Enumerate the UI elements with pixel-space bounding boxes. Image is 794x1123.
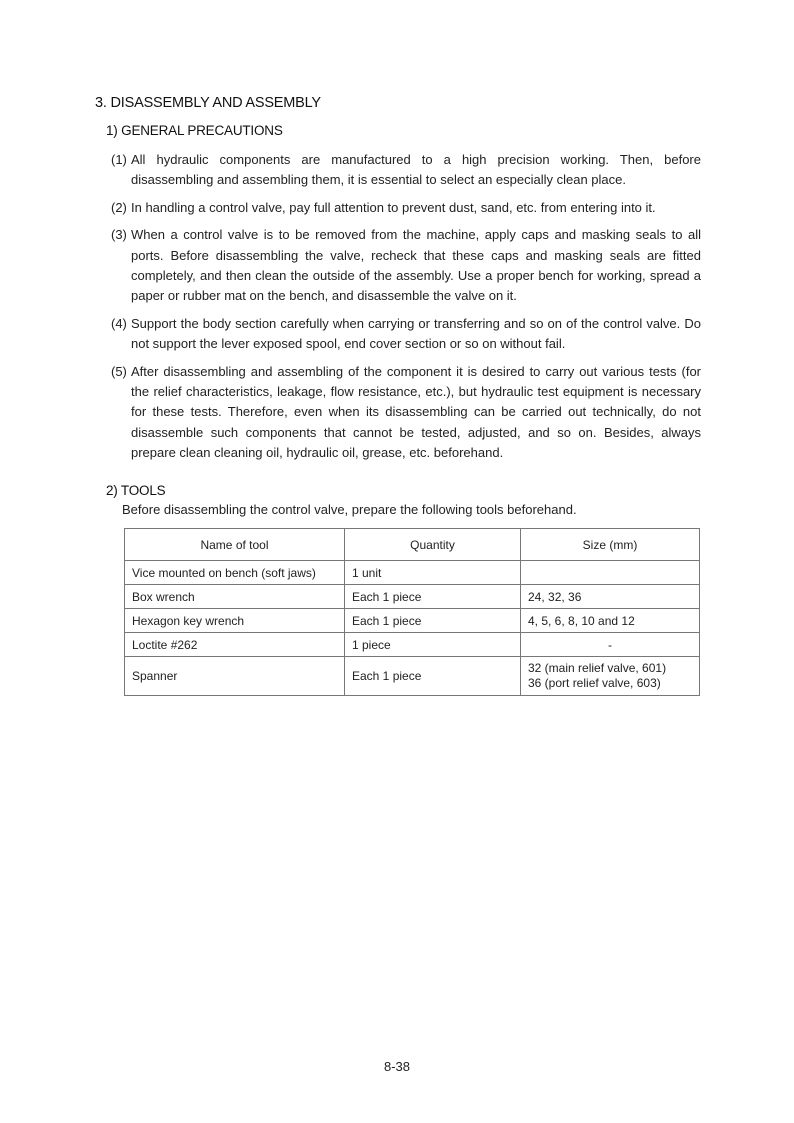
tool-name-cell: Spanner <box>125 657 345 696</box>
precaution-item <box>111 362 701 464</box>
table-row <box>125 633 700 657</box>
column-header-size: Size (mm) <box>521 529 700 561</box>
tool-name-cell: Box wrench <box>125 585 345 609</box>
item-number: (2) <box>111 199 127 215</box>
item-text: When a control valve is to be removed from the machine, apply caps and masking seals to all ports. Before disassembling the valve, recheck that these caps and masking seals are fitted completely, and then clean the outside of the assembly. Use a proper bench for working, spread a paper or rubber mat on the bench, and disassemble the valve on it. <box>131 227 701 304</box>
page-number: 8-38 <box>383 1059 411 1074</box>
tool-size-line: 36 (port relief valve, 603) <box>528 676 661 690</box>
table-row <box>125 609 700 633</box>
tool-size-cell: 24, 32, 36 <box>521 585 700 609</box>
item-text: All hydraulic components are manufactured to a high precision working. Then, before disassembling and assembling them, it is essential to select an especially clean place. <box>131 152 701 188</box>
tool-quantity-cell: Each 1 piece <box>345 609 521 633</box>
tool-quantity-cell: 1 piece <box>345 633 521 657</box>
tool-name-cell: Loctite #262 <box>125 633 345 657</box>
item-text: In handling a control valve, pay full attention to prevent dust, sand, etc. from entering into it. <box>131 199 656 215</box>
precaution-item <box>111 150 701 191</box>
precautions-list <box>111 150 701 471</box>
tool-quantity-cell: 1 unit <box>345 561 521 585</box>
precaution-item <box>111 225 701 307</box>
tool-name-cell: Vice mounted on bench (soft jaws) <box>125 561 345 585</box>
column-header-quantity: Quantity <box>345 529 521 561</box>
column-header-name: Name of tool <box>125 529 345 561</box>
item-text: Support the body section carefully when carrying or transferring and so on of the control valve. Do not support the lever exposed spool, end cover section or so on without fail. <box>131 315 701 352</box>
item-number: (3) <box>111 227 127 243</box>
tool-size-cell: - <box>521 633 700 657</box>
tools-intro: Before disassembling the control valve, prepare the following tools beforehand. <box>122 502 577 517</box>
section-title: 3. DISASSEMBLY AND ASSEMBLY <box>95 95 321 111</box>
table-header-row <box>125 529 700 561</box>
tool-name-cell: Hexagon key wrench <box>125 609 345 633</box>
item-number: (1) <box>111 152 127 167</box>
tools-table <box>124 528 700 696</box>
tool-size-line: 32 (main relief valve, 601) <box>528 661 667 675</box>
item-number: (4) <box>111 315 127 331</box>
tool-size-cell: 4, 5, 6, 8, 10 and 12 <box>521 609 700 633</box>
tool-size-cell <box>521 561 700 585</box>
tools-heading: 2) TOOLS <box>106 483 166 498</box>
item-text: After disassembling and assembling of the component it is desired to carry out various tests (for the relief characteristics, leakage, flow resistance, etc.), but hydraulic test equipment is necessary for these tests. Therefore, even when its disassembling can be carried out technically, do not disassemble such components that cannot be tested, adjusted, and so on. Besides, always prepare clean cleaning oil, hydraulic oil, grease, etc. beforehand. <box>131 363 701 461</box>
table-row <box>125 561 700 585</box>
item-number: (5) <box>111 363 127 379</box>
tool-size-cell <box>521 657 700 696</box>
precaution-item <box>111 314 701 355</box>
tool-quantity-cell: Each 1 piece <box>345 657 521 696</box>
tool-quantity-cell: Each 1 piece <box>345 585 521 609</box>
table-row <box>125 657 700 696</box>
general-precautions-heading: 1) GENERAL PRECAUTIONS <box>106 123 283 138</box>
table-row <box>125 585 700 609</box>
precaution-item <box>111 198 701 218</box>
